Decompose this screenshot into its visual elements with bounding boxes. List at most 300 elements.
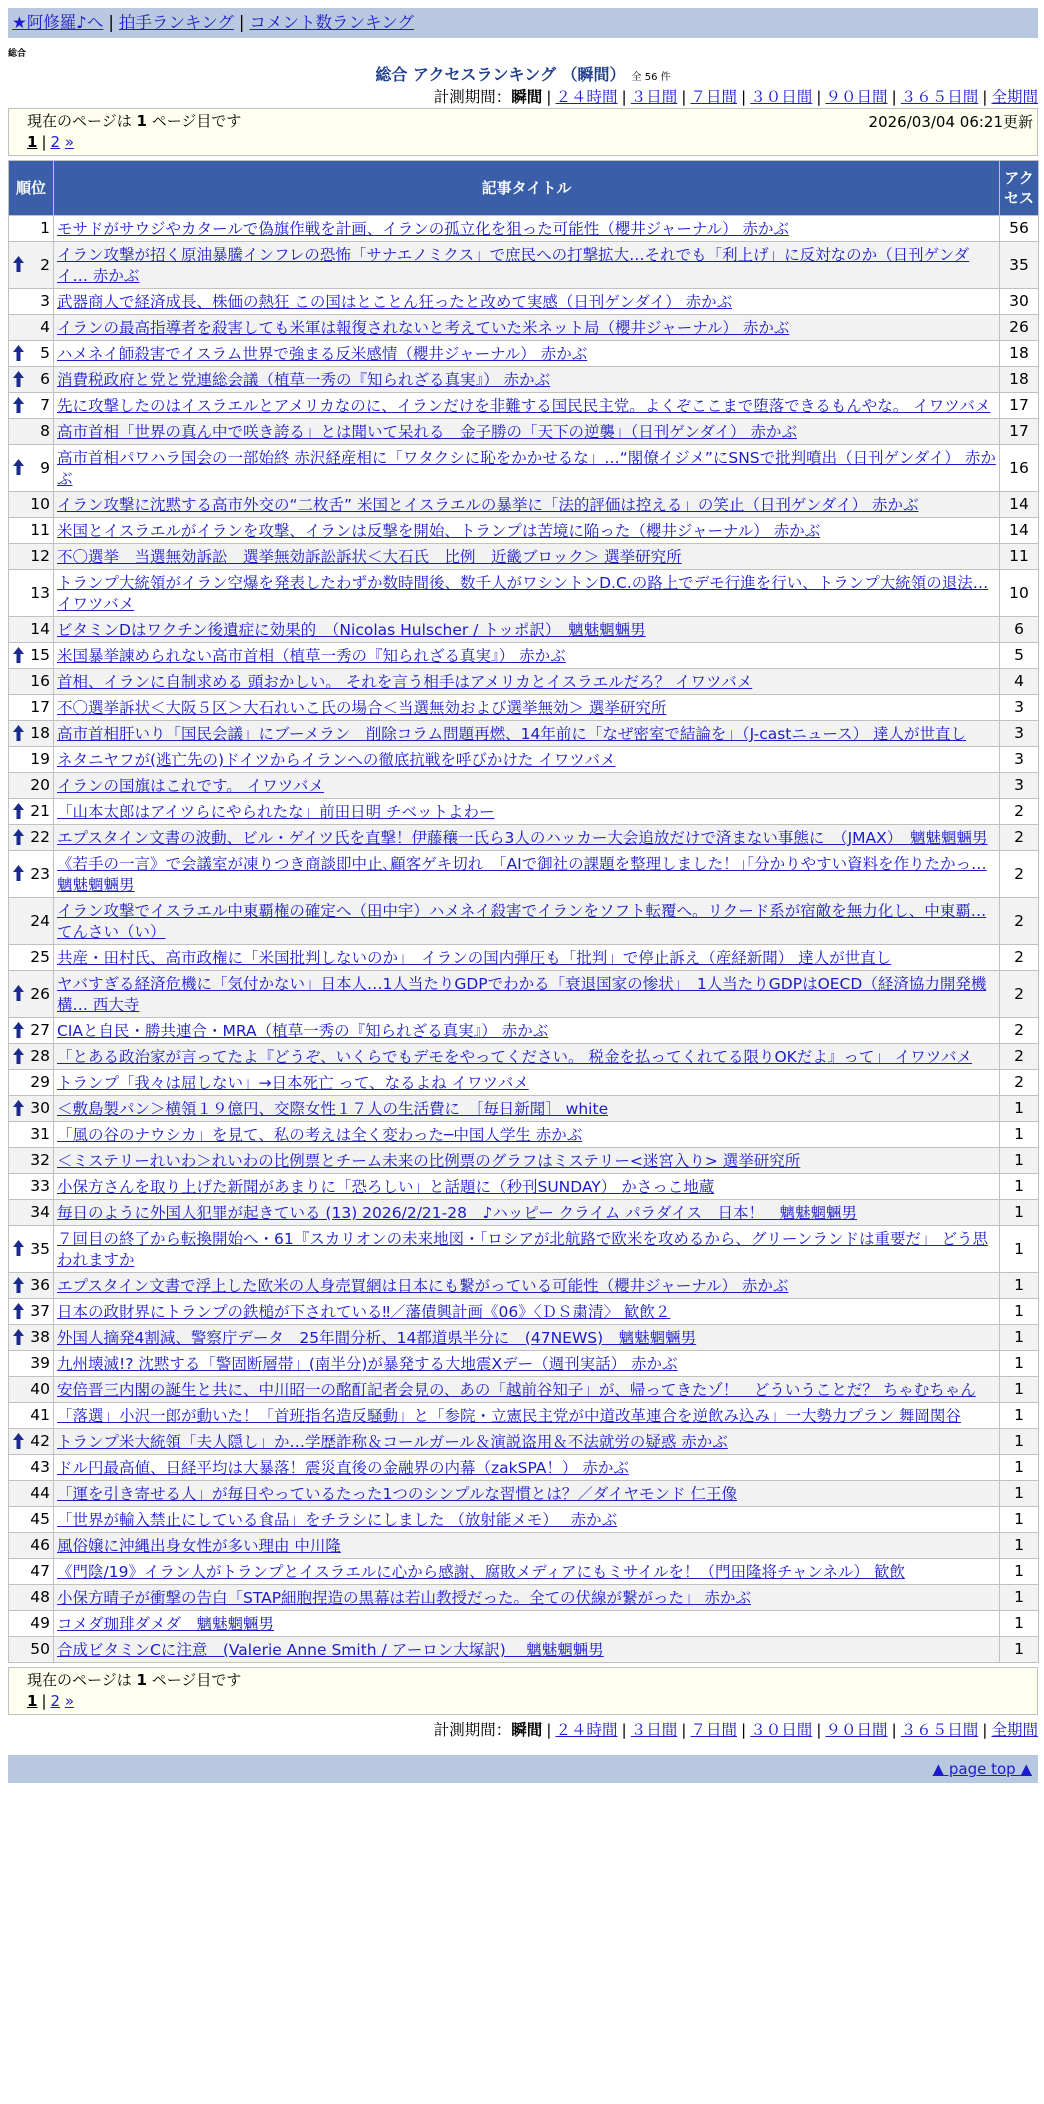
rank-number: 23	[30, 864, 50, 883]
rank-cell	[9, 1637, 54, 1663]
rank-up-arrow-icon	[13, 1277, 24, 1293]
article-link[interactable]: ビタミンDはワクチン後遺症に効果的 （Nicolas Hulscher / トッポ訳） 魑魅魍魎男	[57, 621, 646, 639]
rank-cell	[9, 216, 54, 242]
rank-number: 36	[30, 1276, 50, 1294]
title-cell	[54, 1018, 1000, 1044]
rank-cell	[9, 1044, 54, 1070]
rank-cell	[9, 1481, 54, 1507]
title-cell	[54, 492, 1000, 518]
top-nav-bar	[8, 8, 1038, 38]
article-link[interactable]: 先に攻撃したのはイスラエルとアメリカなのに、イランだけを非難する国民民主党。よくぞここまで堕落できるもんやな。 イワツバメ	[57, 397, 991, 415]
article-link[interactable]: トランプ大統領がイラン空爆を発表したわずか数時間後、数千人がワシントンD.C.の路上でデモ行進を行い、トランプ大統領の退法… イワツバメ	[57, 574, 989, 613]
rank-cell	[9, 799, 54, 825]
access-count: 17	[1000, 393, 1039, 419]
access-count: 2	[1000, 1018, 1039, 1044]
rank-cell	[9, 445, 54, 492]
title-cell	[54, 1174, 1000, 1200]
title-cell	[54, 1096, 1000, 1122]
rank-cell	[9, 773, 54, 799]
rank-number: 14	[30, 620, 50, 638]
rank-number: 48	[30, 1588, 50, 1606]
rank-number: 32	[30, 1151, 50, 1169]
period-link-1[interactable]: ３日間	[630, 1721, 678, 1739]
title-cell	[54, 1533, 1000, 1559]
period-separator: |	[546, 1721, 552, 1739]
title-cell	[54, 643, 1000, 669]
col-title-header: 記事タイトル	[54, 161, 1000, 216]
home-link[interactable]: ★阿修羅♪へ	[12, 13, 104, 32]
rank-cell	[9, 669, 54, 695]
access-count: 1	[1000, 1429, 1039, 1455]
rank-up-arrow-icon	[13, 1329, 24, 1345]
table-row	[9, 1429, 1039, 1455]
table-row	[9, 367, 1039, 393]
article-link[interactable]: 消費税政府と党と党連総会議（植草一秀の『知られざる真実』） 赤かぶ	[57, 371, 551, 389]
article-link[interactable]: イラン攻撃に沈黙する高市外交の“二枚舌” 米国とイスラエルの暴挙に「法的評価は控える」の笑止（日刊ゲンダイ） 赤かぶ	[57, 496, 919, 514]
access-count: 11	[1000, 544, 1039, 570]
page	[8, 8, 1038, 1783]
rank-number: 47	[30, 1562, 50, 1580]
rank-number: 26	[30, 984, 50, 1003]
page-title-row	[8, 64, 1038, 86]
access-count: 2	[1000, 945, 1039, 971]
title-cell	[54, 1507, 1000, 1533]
rank-cell	[9, 1299, 54, 1325]
article-link[interactable]: ドル円最高値、日経平均は大暴落！震災直後の金融界の内幕（zakSPA！） 赤かぶ	[57, 1459, 629, 1477]
rank-cell	[9, 1273, 54, 1299]
access-count: 3	[1000, 747, 1039, 773]
rank-number: 1	[40, 219, 50, 237]
table-row	[9, 721, 1039, 747]
title-cell	[54, 617, 1000, 643]
article-link[interactable]: ＜ミステリーれいわ＞れいわの比例票とチーム未来の比例票のグラフはミステリー<迷宮入り> 選挙研究所	[57, 1152, 801, 1170]
rank-cell	[9, 1070, 54, 1096]
access-count: 3	[1000, 695, 1039, 721]
period-separator: |	[891, 88, 897, 106]
table-row	[9, 643, 1039, 669]
access-count: 2	[1000, 1070, 1039, 1096]
period-separator: |	[681, 88, 687, 106]
period-separator: |	[546, 88, 552, 106]
table-row	[9, 1148, 1039, 1174]
access-count: 18	[1000, 341, 1039, 367]
rank-number: 41	[30, 1406, 50, 1424]
article-link[interactable]: トランプ米大統領「夫人隠し」か…学歴詐称＆コールガール＆演説盗用＆不法就労の疑惑 赤かぶ	[57, 1433, 728, 1451]
period-link-3[interactable]: ３０日間	[750, 88, 813, 106]
rank-number: 2	[40, 255, 50, 274]
rank-cell	[9, 518, 54, 544]
table-row	[9, 1559, 1039, 1585]
table-row	[9, 242, 1039, 289]
title-cell	[54, 445, 1000, 492]
article-link[interactable]: トランプ「我々は屈しない」→日本死亡 って、なるよね イワツバメ	[57, 1074, 529, 1092]
article-link[interactable]: 武器商人で経済成長、株価の熱狂 この国はとことん狂ったと改めて実感（日刊ゲンダイ） 赤かぶ	[57, 293, 733, 311]
table-row	[9, 1122, 1039, 1148]
title-cell	[54, 1455, 1000, 1481]
access-count: 1	[1000, 1403, 1039, 1429]
page-top-link[interactable]: ▲ page top ▲	[932, 1760, 1032, 1778]
article-link[interactable]: 毎日のように外国人犯罪が起きている (13) 2026/2/21-28 ♪ハッピー クライム パラダイス 日本！ 魑魅魍魎男	[57, 1204, 858, 1222]
access-count: 3	[1000, 773, 1039, 799]
access-count: 1	[1000, 1226, 1039, 1273]
access-count: 1	[1000, 1481, 1039, 1507]
period-link-3[interactable]: ３０日間	[750, 1721, 813, 1739]
rank-cell	[9, 643, 54, 669]
pagination-top	[27, 131, 1033, 153]
rank-cell	[9, 1403, 54, 1429]
rank-cell	[9, 1226, 54, 1273]
article-link[interactable]: CIAと自民・勝共連合・MRA（植草一秀の『知られざる真実』） 赤かぶ	[57, 1022, 549, 1040]
period-link-6[interactable]: 全期間	[991, 88, 1038, 106]
article-link[interactable]: ネタニヤフが(逃亡先の)ドイツからイランへの徹底抗戦を呼びかけた イワツバメ	[57, 751, 616, 769]
pager-link-»[interactable]: »	[64, 1692, 75, 1710]
access-count: 35	[1000, 242, 1039, 289]
table-row	[9, 289, 1039, 315]
access-count: 2	[1000, 971, 1039, 1018]
article-link[interactable]: 高市首相「世界の真ん中で咲き誇る」とは聞いて呆れる 金子勝の「天下の逆襲」（日刊ゲンダイ） 赤かぶ	[57, 423, 797, 441]
table-row	[9, 945, 1039, 971]
table-row	[9, 1455, 1039, 1481]
pager-panel-top	[8, 108, 1038, 156]
rank-cell	[9, 1507, 54, 1533]
title-cell	[54, 1226, 1000, 1273]
table-row	[9, 1070, 1039, 1096]
article-link[interactable]: 不〇選挙 当選無効訴訟 選挙無効訴訟訴状＜大石氏 比例 近畿ブロック＞ 選挙研究所	[57, 548, 682, 566]
rank-up-arrow-icon	[13, 865, 24, 881]
rank-cell	[9, 315, 54, 341]
table-row	[9, 492, 1039, 518]
table-row	[9, 1273, 1039, 1299]
article-link[interactable]: 安倍晋三内閣の誕生と共に、中川昭一の酩酊記者会見の、あの「越前谷知子」が、帰ってきたゾ！ どういうことだ？ ちゃむちゃん	[57, 1381, 976, 1399]
rank-number: 34	[30, 1203, 50, 1221]
nav-separator: |	[108, 13, 114, 32]
access-count: 17	[1000, 419, 1039, 445]
pager-separator: |	[41, 133, 47, 151]
rank-up-arrow-icon	[13, 803, 24, 819]
article-link[interactable]: 「落選」小沢一郎が動いた！「首班指名造反騒動」と「参院・立憲民主党が中道改革連合を逆飲み込み」一大勢力プラン 舞岡関谷	[57, 1407, 961, 1425]
title-cell	[54, 721, 1000, 747]
article-link[interactable]: イランの国旗はこれです。 イワツバメ	[57, 777, 324, 795]
article-link[interactable]: イランの最高指導者を殺害しても米軍は報復されないと考えていた米ネット局（櫻井ジャーナル） 赤かぶ	[57, 319, 790, 337]
access-count: 2	[1000, 799, 1039, 825]
table-row	[9, 570, 1039, 617]
rank-up-arrow-icon	[13, 371, 24, 387]
rank-number: 17	[30, 698, 50, 716]
rank-number: 21	[30, 802, 50, 820]
title-cell	[54, 1148, 1000, 1174]
rank-cell	[9, 851, 54, 898]
rank-up-arrow-icon	[13, 1100, 24, 1116]
rank-number: 19	[30, 750, 50, 768]
access-count: 26	[1000, 315, 1039, 341]
article-link[interactable]: 「とある政治家が言ってたよ『どうぞ、いくらでもデモをやってください。 税金を払ってくれてる限りOKだよ』って」 イワツバメ	[57, 1048, 972, 1066]
table-row	[9, 1585, 1039, 1611]
rank-cell	[9, 1559, 54, 1585]
title-cell	[54, 825, 1000, 851]
period-separator: |	[681, 1721, 687, 1739]
pager-link-»[interactable]: »	[64, 133, 75, 151]
title-cell	[54, 419, 1000, 445]
access-count: 1	[1000, 1377, 1039, 1403]
period-separator: |	[891, 1721, 897, 1739]
rank-number: 45	[30, 1510, 50, 1528]
table-row	[9, 898, 1039, 945]
rank-cell	[9, 341, 54, 367]
article-link[interactable]: 小保方晴子が衝撃の告白「STAP細胞捏造の黒幕は若山教授だった。全ての伏線が繋がった」 赤かぶ	[57, 1589, 751, 1607]
table-row	[9, 695, 1039, 721]
title-cell	[54, 216, 1000, 242]
pager-current-page: 1	[27, 1692, 38, 1710]
period-label: 計測期間：	[433, 88, 512, 106]
period-current: 瞬間	[511, 88, 543, 106]
rank-number: 31	[30, 1125, 50, 1143]
period-link-2[interactable]: ７日間	[690, 1721, 737, 1739]
period-link-5[interactable]: ３６５日間	[900, 88, 979, 106]
access-count: 10	[1000, 570, 1039, 617]
access-count: 1	[1000, 1455, 1039, 1481]
title-cell	[54, 367, 1000, 393]
access-count: 16	[1000, 445, 1039, 492]
rank-cell	[9, 1325, 54, 1351]
ranking-table	[8, 160, 1039, 1663]
access-count: 56	[1000, 216, 1039, 242]
pager-panel-bottom	[8, 1667, 1038, 1715]
rank-cell	[9, 747, 54, 773]
table-row	[9, 1096, 1039, 1122]
access-count: 30	[1000, 289, 1039, 315]
period-current: 瞬間	[511, 1721, 543, 1739]
article-link[interactable]: 外国人摘発4割減、警察庁データ 25年間分析、14都道県半分に (47NEWS) 魑魅魍魎男	[57, 1329, 697, 1347]
rank-up-arrow-icon	[13, 725, 24, 741]
table-row	[9, 1299, 1039, 1325]
table-row	[9, 216, 1039, 242]
title-cell	[54, 747, 1000, 773]
table-row	[9, 1611, 1039, 1637]
table-row	[9, 617, 1039, 643]
article-link[interactable]: 米国とイスラエルがイランを攻撃、イランは反撃を開始、トランプは苦境に陥った（櫻井ジャーナル） 赤かぶ	[57, 522, 821, 540]
rank-up-arrow-icon	[13, 829, 24, 845]
article-link[interactable]: ７回目の終了から転換開始へ・61『スカリオンの未来地図・「ロシアが北航路で欧米を攻めるから、グリーンランドは重要だ」 どう思われますか	[57, 1230, 988, 1269]
rank-cell	[9, 825, 54, 851]
table-row	[9, 1174, 1039, 1200]
updated-timestamp: 2026/03/04 06:21更新	[868, 113, 1033, 131]
rank-number: 30	[30, 1099, 50, 1117]
access-count: 2	[1000, 825, 1039, 851]
article-link[interactable]: ハメネイ師殺害でイスラム世界で強まる反米感情（櫻井ジャーナル） 赤かぶ	[57, 345, 588, 363]
rank-up-arrow-icon	[13, 1303, 24, 1319]
title-cell	[54, 669, 1000, 695]
rank-number: 24	[30, 911, 50, 930]
period-link-6[interactable]: 全期間	[991, 1721, 1038, 1739]
title-cell	[54, 1637, 1000, 1663]
article-link[interactable]: 《若手の一言》で会議室が凍りつき商談即中止､顧客ゲキ切れ 「AIで御社の課題を整理しました！｣｢分かりやすい資料を作りたかっ… 魑魅魍魎男	[57, 855, 987, 894]
title-cell	[54, 1481, 1000, 1507]
pager-current-page: 1	[27, 133, 38, 151]
rank-cell	[9, 393, 54, 419]
current-page-text: 現在のページは 1 ページ目です	[27, 112, 242, 130]
rank-number: 42	[30, 1432, 50, 1450]
article-link[interactable]: 風俗嬢に沖縄出身女性が多い理由 中川隆	[57, 1537, 341, 1555]
title-cell	[54, 1325, 1000, 1351]
rank-cell	[9, 419, 54, 445]
article-link[interactable]: コメダ珈琲ダメダ 魑魅魍魎男	[57, 1615, 275, 1633]
article-link[interactable]: 高市首相パワハラ国会の一部始終 赤沢経産相に「ワタクシに恥をかかせるな」…“閣僚イジメ”にSNSで批判噴出（日刊ゲンダイ） 赤かぶ	[57, 449, 996, 488]
table-row	[9, 1637, 1039, 1663]
access-count: 1	[1000, 1351, 1039, 1377]
title-cell	[54, 1200, 1000, 1226]
article-link[interactable]: 小保方さんを取り上げた新聞があまりに「恐ろしい」と話題に（秒刊SUNDAY） かさっこ地蔵	[57, 1178, 715, 1196]
period-link-0[interactable]: ２４時間	[555, 88, 618, 106]
rank-number: 25	[30, 948, 50, 966]
access-count: 1	[1000, 1273, 1039, 1299]
rank-number: 8	[40, 422, 50, 440]
article-link[interactable]: 《門陰/19》イラン人がトランプとイスラエルに心から感謝、腐敗メディアにもミサイルを！（門田隆将チャンネル） 歓飲	[57, 1563, 905, 1581]
pager-link-2[interactable]: 2	[50, 133, 61, 151]
article-link[interactable]: ＜敷島製パン＞横領１９億円、交際女性１７人の生活費に ［毎日新聞］ white	[57, 1100, 609, 1118]
title-cell	[54, 695, 1000, 721]
rank-cell	[9, 1148, 54, 1174]
period-link-4[interactable]: ９０日間	[825, 88, 888, 106]
current-page-text: 現在のページは 1 ページ目です	[27, 1671, 242, 1689]
rank-number: 29	[30, 1073, 50, 1091]
rank-number: 4	[40, 318, 50, 336]
rank-number: 20	[30, 776, 50, 794]
article-link[interactable]: ヤバすぎる経済危機に「気付かない」日本人…1人当たりGDPでわかる「衰退国家の惨状」 1人当たりGDPはOECD（経済協力開発機構… 西大寺	[57, 975, 987, 1014]
article-link[interactable]: イラン攻撃でイスラエル中東覇権の確定へ（田中宇）ハメネイ殺害でイランをソフト転覆へ。リクード系が宿敵を無力化し、中東覇… てんさい（い）	[57, 902, 987, 941]
rank-cell	[9, 721, 54, 747]
period-label: 計測期間：	[433, 1721, 512, 1739]
access-count: 1	[1000, 1585, 1039, 1611]
rank-up-arrow-icon	[13, 1240, 24, 1256]
total-count: 全 56 件	[631, 72, 671, 83]
title-cell	[54, 945, 1000, 971]
article-link[interactable]: 「山本太郎はアイツらにやられたな」前田日明 チベットよわー	[57, 803, 495, 821]
access-count: 1	[1000, 1122, 1039, 1148]
rank-cell	[9, 695, 54, 721]
rank-cell	[9, 617, 54, 643]
article-link[interactable]: イラン攻撃が招く原油暴騰インフレの恐怖「サナエノミクス」で庶民への打撃拡大…それでも「利上げ」に反対なのか（日刊ゲンダイ… 赤かぶ	[57, 246, 970, 285]
rank-up-arrow-icon	[13, 1022, 24, 1038]
rank-cell	[9, 1455, 54, 1481]
table-row	[9, 393, 1039, 419]
access-count: 2	[1000, 898, 1039, 945]
clap-ranking-link[interactable]: 拍手ランキング	[118, 13, 234, 32]
title-cell	[54, 1403, 1000, 1429]
period-separator: |	[621, 88, 627, 106]
rank-up-arrow-icon	[13, 459, 24, 475]
period-separator: |	[621, 1721, 627, 1739]
period-link-4[interactable]: ９０日間	[825, 1721, 888, 1739]
rank-number: 15	[30, 646, 50, 664]
title-cell	[54, 1070, 1000, 1096]
rank-cell	[9, 1377, 54, 1403]
article-link[interactable]: 「風の谷のナウシカ」を見て、私の考えは全く変わった─中国人学生 赤かぶ	[57, 1126, 583, 1144]
rank-up-arrow-icon	[13, 345, 24, 361]
bottom-bar	[8, 1755, 1038, 1783]
article-link[interactable]: 九州壊滅!? 沈黙する「警固断層帯」(南半分)が暴発する大地震Xデー（週刊実話） 赤かぶ	[57, 1355, 678, 1373]
access-count: 5	[1000, 643, 1039, 669]
period-separator: |	[741, 88, 747, 106]
access-count: 18	[1000, 367, 1039, 393]
article-link[interactable]: 共産・田村氏、高市政権に「米国批判しないのか」 イランの国内弾圧も「批判」で停止訴え（産経新聞） 達人が世直し	[57, 949, 892, 967]
rank-up-arrow-icon	[13, 1433, 24, 1449]
period-link-0[interactable]: ２４時間	[555, 1721, 618, 1739]
article-link[interactable]: 合成ビタミンCに注意 (Valerie Anne Smith / アーロン大塚訳) 魑魅魍魎男	[57, 1641, 604, 1659]
rank-number: 37	[30, 1302, 50, 1320]
access-count: 1	[1000, 1507, 1039, 1533]
rank-up-arrow-icon	[13, 647, 24, 663]
rank-number: 44	[30, 1484, 50, 1502]
table-row	[9, 851, 1039, 898]
article-link[interactable]: 米国暴挙諫められない高市首相（植草一秀の『知られざる真実』） 赤かぶ	[57, 647, 566, 665]
rank-cell	[9, 1611, 54, 1637]
table-row	[9, 1226, 1039, 1273]
rank-cell	[9, 570, 54, 617]
table-row	[9, 544, 1039, 570]
title-cell	[54, 799, 1000, 825]
rank-cell	[9, 945, 54, 971]
period-separator: |	[816, 1721, 822, 1739]
article-link[interactable]: エプスタイン文書で浮上した欧米の人身売買網は日本にも繋がっている可能性（櫻井ジャーナル） 赤かぶ	[57, 1277, 789, 1295]
article-link[interactable]: 日本の政財界にトランプの鉄槌が下されている‼／藩債興計画《06》〈ＤＳ粛清〉 歓飲２	[57, 1303, 671, 1321]
access-count: 3	[1000, 721, 1039, 747]
table-row	[9, 518, 1039, 544]
access-count: 6	[1000, 617, 1039, 643]
period-link-5[interactable]: ３６５日間	[900, 1721, 979, 1739]
article-link[interactable]: 「世界が輸入禁止にしている食品」をチラシにしました （放射能メモ） 赤かぶ	[57, 1511, 618, 1529]
article-link[interactable]: エプスタイン文書の波動、ビル・ゲイツ氏を直撃！伊藤穰一氏ら3人のハッカー大会追放だけで済まない事態に （JMAX） 魑魅魍魎男	[57, 829, 988, 847]
pager-link-2[interactable]: 2	[50, 1692, 61, 1710]
title-cell	[54, 1585, 1000, 1611]
period-link-1[interactable]: ３日間	[630, 88, 678, 106]
title-cell	[54, 1377, 1000, 1403]
table-row	[9, 1325, 1039, 1351]
article-link[interactable]: 不〇選挙訴状＜大阪５区＞大石れいこ氏の場合＜当選無効および選挙無効＞ 選挙研究所	[57, 699, 667, 717]
comment-ranking-link[interactable]: コメント数ランキング	[249, 13, 414, 32]
title-cell	[54, 544, 1000, 570]
rank-number: 18	[30, 724, 50, 742]
period-selector-top	[8, 86, 1038, 108]
access-count: 2	[1000, 851, 1039, 898]
table-row	[9, 1533, 1039, 1559]
table-row	[9, 1481, 1039, 1507]
access-count: 1	[1000, 1559, 1039, 1585]
article-link[interactable]: 「運を引き寄せる人」が毎日やっているたった1つのシンプルな習慣とは？／ダイヤモンド 仁王像	[57, 1485, 737, 1503]
title-cell	[54, 1122, 1000, 1148]
rank-number: 22	[30, 828, 50, 846]
article-link[interactable]: モサドがサウジやカタールで偽旗作戦を計画、イランの孤立化を狙った可能性（櫻井ジャーナル） 赤かぶ	[57, 220, 790, 238]
rank-cell	[9, 242, 54, 289]
access-count: 1	[1000, 1611, 1039, 1637]
table-row	[9, 1351, 1039, 1377]
title-cell	[54, 1611, 1000, 1637]
pagination-bottom	[27, 1690, 1033, 1712]
rank-cell	[9, 1585, 54, 1611]
rank-number: 10	[30, 495, 50, 513]
title-cell	[54, 1429, 1000, 1455]
page-title: 総合 アクセスランキング （瞬間）	[375, 65, 626, 84]
title-cell	[54, 851, 1000, 898]
period-link-2[interactable]: ７日間	[690, 88, 737, 106]
title-cell	[54, 1044, 1000, 1070]
article-link[interactable]: 高市首相肝いり「国民会議」にブーメラン 削除コラム問題再燃、14年前に「なぜ密室で結論を」（J-castニュース） 達人が世直し	[57, 725, 967, 743]
access-count: 1	[1000, 1200, 1039, 1226]
title-cell	[54, 1559, 1000, 1585]
table-row	[9, 825, 1039, 851]
rank-number: 3	[40, 292, 50, 310]
article-link[interactable]: 首相、イランに自制求める 頭おかしい。 それを言う相手はアメリカとイスラエルだろ？ イワツバメ	[57, 673, 753, 691]
rank-cell	[9, 971, 54, 1018]
